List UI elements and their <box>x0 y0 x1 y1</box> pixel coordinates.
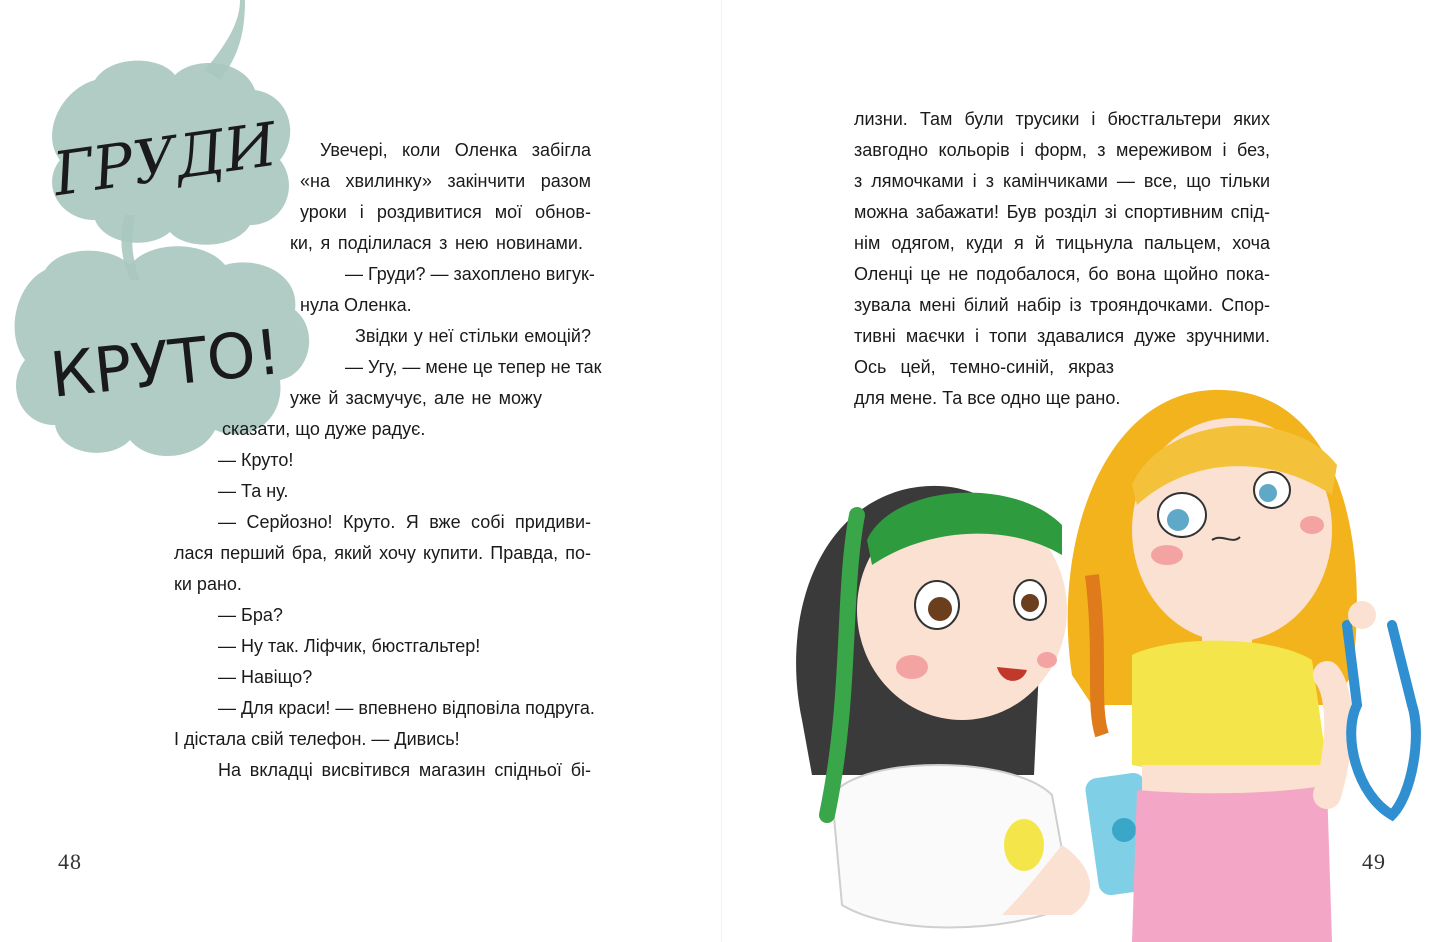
text-line: Увечері, коли Оленка забігла <box>320 140 591 160</box>
text-line: — Бра? <box>218 605 283 625</box>
text-line: «на хвилинку» закінчити разом <box>300 171 591 191</box>
right-page <box>722 0 1445 942</box>
title-word-2: КРУТО! <box>46 315 284 412</box>
text-line: ки, я поділилася з нею новинами. <box>290 233 583 253</box>
text-line: ки рано. <box>174 574 242 594</box>
page-number-left: 48 <box>58 849 82 874</box>
girls-illustration <box>772 375 1445 942</box>
text-line: — Та ну. <box>218 481 289 501</box>
chapter-title-art <box>0 0 320 470</box>
text-line: зувала мені білий набір із трояндочками. Спор- <box>854 295 1270 315</box>
text-line: — Ну так. Ліфчик, бюстгальтер! <box>218 636 481 656</box>
text-line: — Груди? — захоплено вигук- <box>345 264 595 284</box>
text-line: На вкладці висвітився магазин спідньої бі- <box>218 760 591 780</box>
text-line: завгодно кольорів і форм, з мереживом і без, <box>854 140 1270 160</box>
text-line: Ось цей, темно-синій, якраз <box>854 357 1114 377</box>
text-line: — Навіщо? <box>218 667 313 687</box>
text-line: тивні маєчки і топи здавалися дуже зручними. <box>854 326 1270 346</box>
text-line: — Для краси! — впевнено відповіла подруга. <box>218 698 595 718</box>
text-line: лизни. Там були трусики і бюстгальтери яких <box>854 109 1270 129</box>
text-line: лася перший бра, який хочу купити. Правда, по- <box>174 543 591 563</box>
text-line: Звідки у неї стільки емоцій? <box>355 326 591 346</box>
left-page <box>0 0 722 942</box>
text-line: нім одягом, куди я й тицьнула пальцем, хоча <box>854 233 1270 253</box>
text-line: з лямочками і з камінчиками — все, що тільки <box>854 171 1270 191</box>
text-line: — Серйозно! Круто. Я вже собі придиви- <box>218 512 591 532</box>
text-line: для мене. Та все одно ще рано. <box>854 388 1121 408</box>
text-line: І дістала свій телефон. — Дивись! <box>174 729 460 749</box>
text-line: — Угу, — мене це тепер не так <box>345 357 602 377</box>
text-line: Оленці це не подобалося, бо вона щойно пока- <box>854 264 1270 284</box>
illustration-graphic <box>772 375 1445 942</box>
text-line: сказати, що дуже радує. <box>222 419 426 439</box>
page-number-right: 49 <box>1362 849 1386 874</box>
text-line: нула Оленка. <box>300 295 412 315</box>
text-line: можна забажати! Був розділ зі спортивним спід- <box>854 202 1270 222</box>
text-line: уже й засмучує, але не можу <box>290 388 542 408</box>
text-line: уроки і роздивитися мої обнов- <box>300 202 591 222</box>
title-word-1: ГРУДИ <box>48 109 282 211</box>
text-line: — Круто! <box>218 450 294 470</box>
speech-bubbles-graphic <box>0 0 320 470</box>
